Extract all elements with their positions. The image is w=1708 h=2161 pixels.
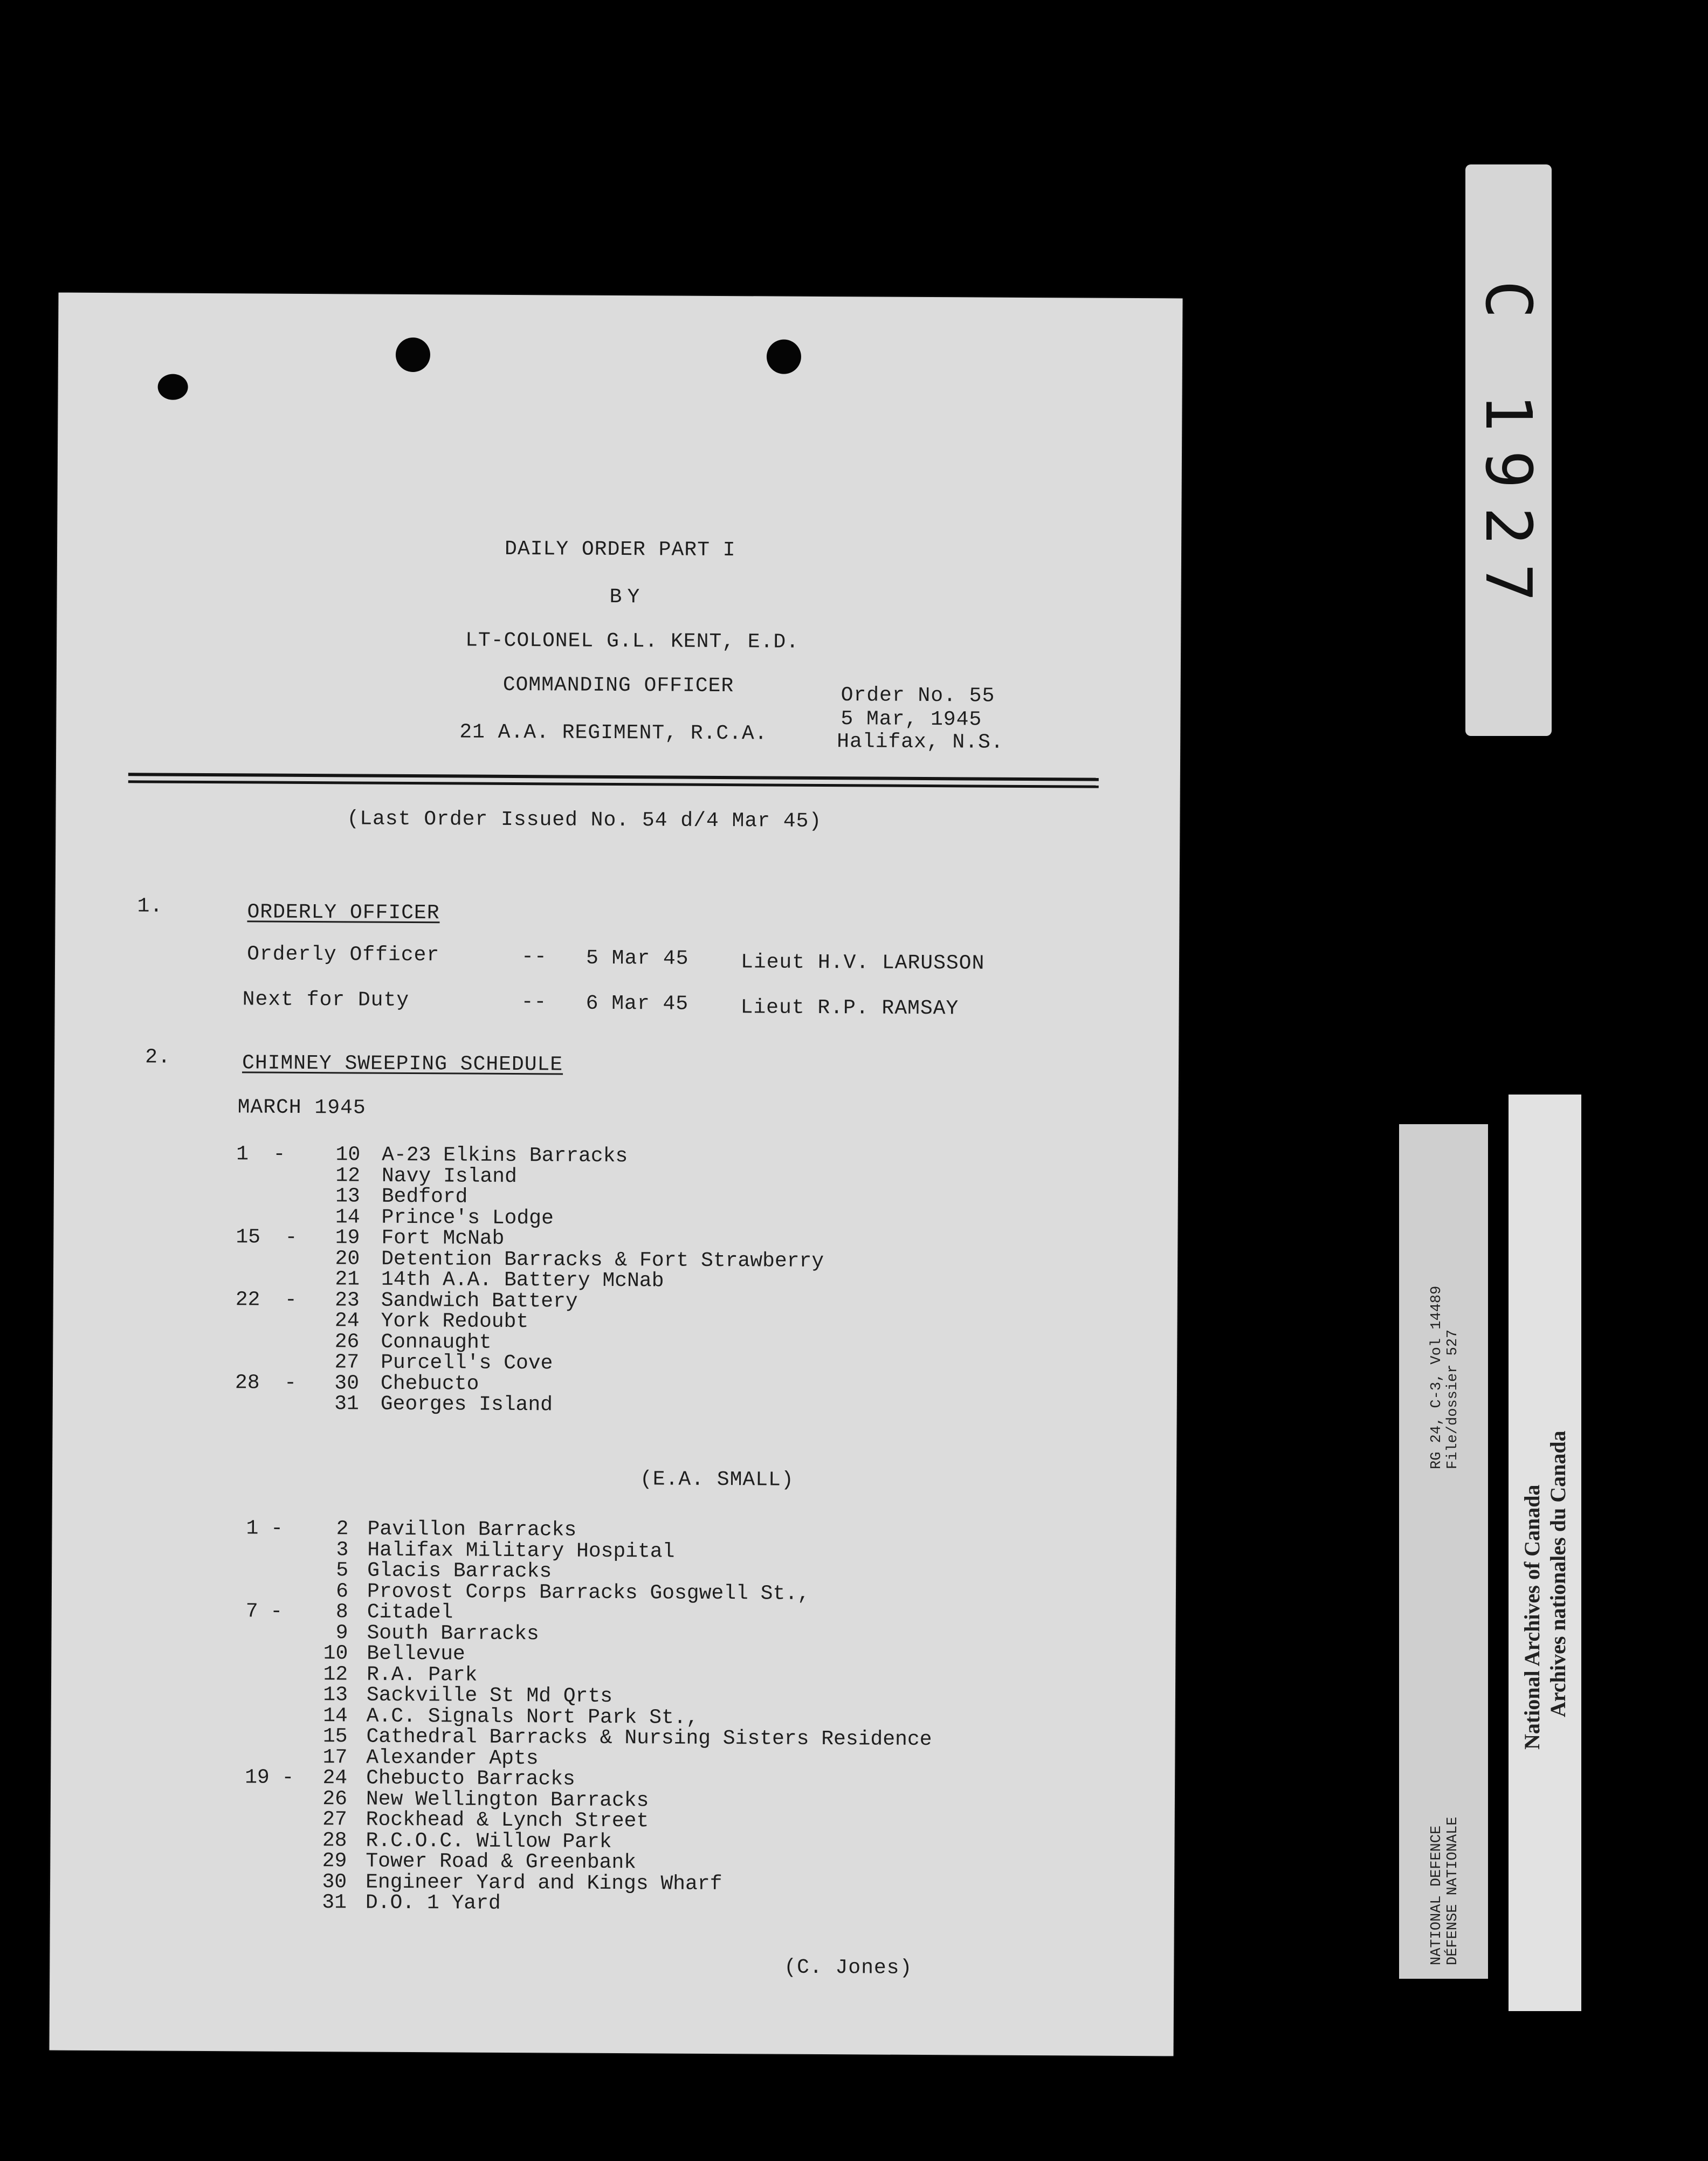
duty-role: Next for Duty <box>242 988 410 1012</box>
day-number: 23 <box>335 1288 360 1312</box>
document-page <box>49 293 1182 2056</box>
location: Connaught <box>381 1330 492 1354</box>
order-date: 5 Mar, 1945 <box>841 707 982 732</box>
order-by: BY <box>609 585 645 609</box>
day-number: 29 <box>322 1849 347 1873</box>
location: South Barracks <box>367 1621 539 1646</box>
location: 14th A.A. Battery McNab <box>381 1268 664 1293</box>
day-range-start: 1 - <box>246 1517 284 1540</box>
day-range-start <box>236 1310 327 1311</box>
duty-role: Orderly Officer <box>247 942 440 967</box>
day-number: 17 <box>322 1745 348 1769</box>
dept-name-fr: DÉFENSE NATIONALE <box>1445 1816 1461 1965</box>
schedule-row <box>235 1393 990 1418</box>
day-range-start: 15 - <box>236 1226 298 1249</box>
archives-stamp-label <box>1509 1095 1581 2011</box>
day-number: 24 <box>334 1309 360 1333</box>
order-title: DAILY ORDER PART I <box>504 537 736 562</box>
unit-name: 21 A.A. REGIMENT, R.C.A. <box>459 720 768 746</box>
day-number: 8 <box>335 1600 348 1624</box>
location: Bellevue <box>367 1642 465 1666</box>
day-range-start: 19 - <box>245 1766 294 1790</box>
day-number: 28 <box>322 1828 347 1852</box>
punch-hole <box>158 374 188 400</box>
dept-name <box>1429 1817 1461 1965</box>
day-number: 21 <box>335 1268 360 1291</box>
location: Purcell's Cove <box>381 1351 553 1375</box>
day-number: 10 <box>335 1143 361 1167</box>
location: Chebucto Barracks <box>366 1766 575 1791</box>
location: Sandwich Battery <box>381 1289 578 1313</box>
location: A.C. Signals Nort Park St., <box>366 1704 699 1730</box>
schedule-list-a <box>235 1144 991 1418</box>
day-number: 24 <box>322 1766 348 1790</box>
location: R.A. Park <box>367 1663 478 1687</box>
day-number: 30 <box>334 1371 360 1395</box>
location: Chebucto <box>380 1372 479 1396</box>
schedule-list-b <box>244 1518 1109 1917</box>
location: Tower Road & Greenbank <box>366 1849 637 1875</box>
signature: (C. Jones) <box>784 1956 913 1980</box>
duty-date: 5 Mar 45 <box>586 946 689 971</box>
location: Halifax Military Hospital <box>367 1538 675 1564</box>
day-number: 6 <box>336 1579 349 1603</box>
location: Provost Corps Barracks Gosgwell St., <box>367 1580 810 1606</box>
location: Rockhead & Lynch Street <box>366 1808 649 1833</box>
punch-hole <box>767 339 801 374</box>
day-range-start: 22 - <box>235 1288 297 1312</box>
day-number: 13 <box>323 1683 348 1707</box>
day-range-start: 7 - <box>245 1600 283 1623</box>
location: Glacis Barracks <box>367 1559 552 1584</box>
last-order-note: (Last Order Issued No. 54 d/4 Mar 45) <box>347 807 822 833</box>
record-group-ref: RG 24, C-3, Vol 14489 <box>1429 1285 1445 1469</box>
schedule-month: MARCH 1945 <box>237 1096 366 1120</box>
file-ref: File/dossier 527 <box>1445 1329 1461 1469</box>
record-group <box>1429 1286 1461 1469</box>
duty-officer: Lieut R.P. RAMSAY <box>740 996 959 1021</box>
punch-hole <box>396 338 430 372</box>
day-number: 14 <box>323 1704 348 1728</box>
location: D.O. 1 Yard <box>365 1891 501 1915</box>
day-number: 20 <box>335 1247 360 1271</box>
order-number: Order No. 55 <box>841 684 995 708</box>
day-number: 12 <box>323 1662 348 1686</box>
day-number: 27 <box>322 1808 347 1832</box>
day-number: 19 <box>335 1226 360 1250</box>
duty-separator: -- <box>521 945 547 969</box>
archives-name-en: National Archives of Canada <box>1520 1484 1544 1750</box>
day-number: 15 <box>322 1725 348 1749</box>
section-number: 2. <box>145 1045 171 1069</box>
day-number: 5 <box>336 1559 349 1582</box>
header-rule <box>128 773 1099 781</box>
officer-name: LT-COLONEL G.L. KENT, E.D. <box>465 629 800 654</box>
day-number: 10 <box>323 1642 348 1666</box>
location: Bedford <box>381 1185 468 1209</box>
schedule-subheading: (E.A. SMALL) <box>639 1468 794 1492</box>
day-number: 12 <box>335 1164 361 1188</box>
archive-reference-label <box>1399 1124 1488 1979</box>
day-number: 31 <box>322 1891 347 1915</box>
day-range-start <box>235 1393 327 1394</box>
day-number: 31 <box>334 1392 359 1416</box>
location: Prince's Lodge <box>381 1206 554 1230</box>
location: Cathedral Barracks & Nursing Sisters Residence <box>366 1725 932 1752</box>
archives-name <box>1519 1430 1571 1750</box>
location: York Redoubt <box>381 1309 529 1334</box>
section-heading: CHIMNEY SWEEPING SCHEDULE <box>242 1051 563 1077</box>
location: R.C.O.C. Willow Park <box>366 1829 612 1854</box>
day-number: 30 <box>322 1870 347 1894</box>
duty-date: 6 Mar 45 <box>586 992 689 1016</box>
location: Sackville St Md Qrts <box>366 1683 613 1708</box>
location: New Wellington Barracks <box>366 1787 649 1812</box>
archives-name-fr: Archives nationales du Canada <box>1546 1430 1570 1717</box>
day-range-start <box>235 1331 327 1332</box>
section-number: 1. <box>137 894 163 918</box>
location: A-23 Elkins Barracks <box>382 1143 628 1168</box>
day-number: 3 <box>336 1538 349 1561</box>
day-range-start <box>236 1248 327 1249</box>
location: Navy Island <box>381 1164 517 1188</box>
location: Pavillon Barracks <box>367 1517 577 1542</box>
day-range-start <box>236 1165 328 1166</box>
officer-role: COMMANDING OFFICER <box>502 673 734 698</box>
day-range-start: 28 - <box>235 1371 297 1395</box>
header-rule <box>128 780 1099 788</box>
section-heading: ORDERLY OFFICER <box>247 900 440 925</box>
schedule-row <box>244 1892 1107 1917</box>
location: Citadel <box>367 1600 453 1625</box>
location: Alexander Apts <box>366 1746 539 1770</box>
day-number: 9 <box>335 1621 348 1644</box>
reel-number: C 1927 <box>1471 280 1546 621</box>
day-number: 13 <box>335 1185 360 1208</box>
day-number: 27 <box>334 1351 360 1374</box>
duty-separator: -- <box>521 990 547 1014</box>
dept-name-en: NATIONAL DEFENCE <box>1429 1825 1445 1965</box>
location: Detention Barracks & Fort Strawberry <box>381 1247 824 1273</box>
reel-number-tab <box>1465 164 1552 736</box>
location: Engineer Yard and Kings Wharf <box>366 1870 722 1896</box>
day-number: 26 <box>334 1330 360 1354</box>
day-number: 14 <box>335 1205 360 1229</box>
duty-officer: Lieut H.V. LARUSSON <box>740 951 985 975</box>
day-number: 2 <box>336 1517 349 1541</box>
location: Fort McNab <box>381 1226 505 1250</box>
location: Georges Island <box>380 1392 553 1417</box>
day-number: 26 <box>322 1787 348 1811</box>
day-range-start: 1 - <box>236 1143 286 1166</box>
order-place: Halifax, N.S. <box>837 730 1004 754</box>
